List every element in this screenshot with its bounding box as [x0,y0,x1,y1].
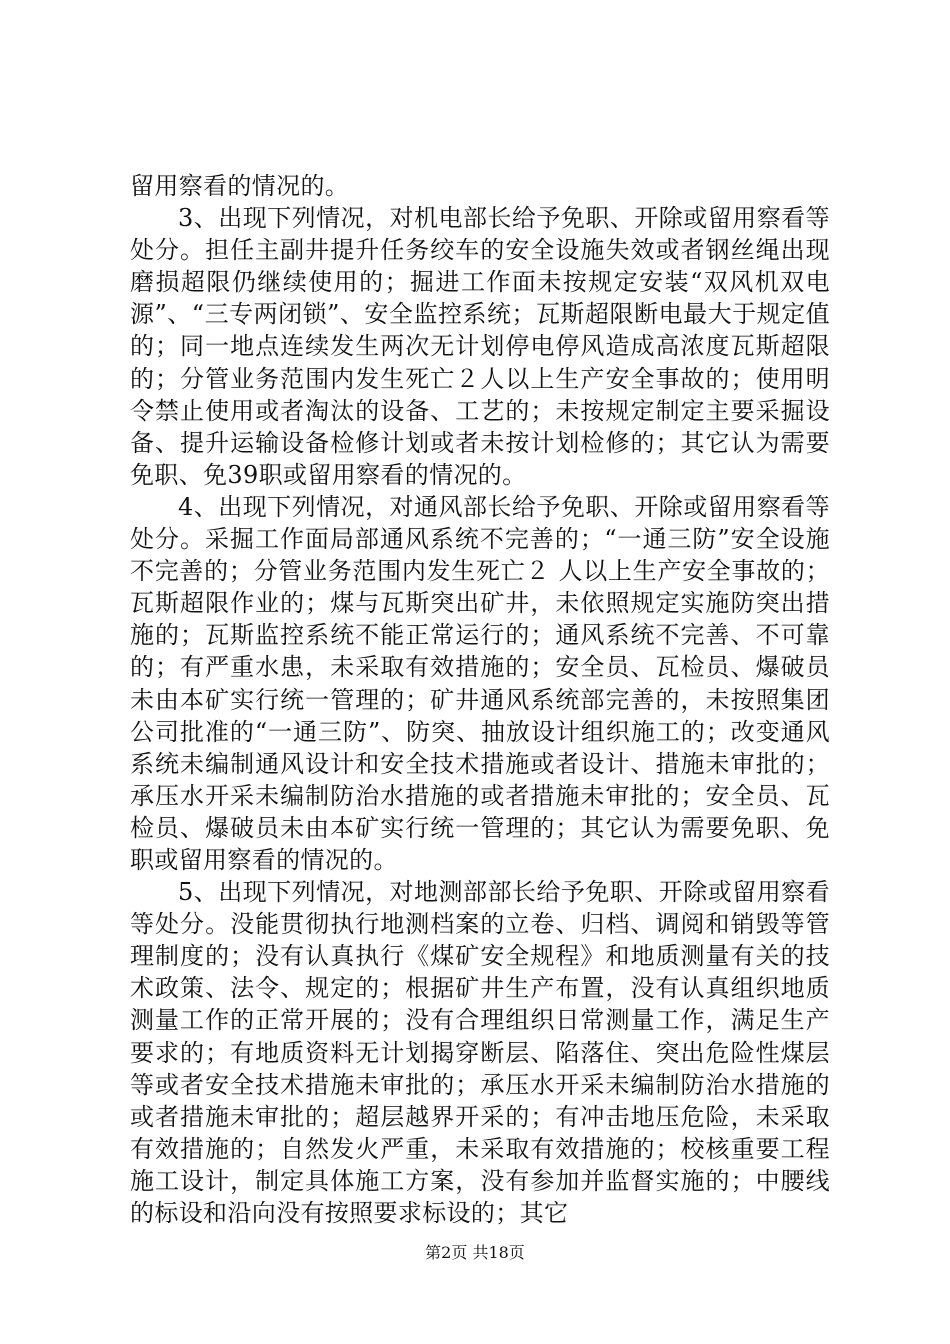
paragraph-item-5: 5、出现下列情况，对地测部部长给予免职、开除或留用察看等处分。没能贯彻执行地测档案的立卷、归档、调阅和销毁等管理制度的；没有认真执行《煤矿安全规程》和地质测量有关的技术政策、法令、规定的；根据矿井生产布置，没有认真组织地质测量工作的正常开展的；没有合理组织日常测量工作，满足生产要求的；有地质资料无计划揭穿断层、陷落住、突出危险性煤层等或者安全技术措施未审批的；承压水开采未编制防治水措施的或者措施未审批的；超层越界开采的；有冲击地压危险，未采取有效措施的；自然发火严重，未采取有效措施的；校核重要工程施工设计，制定具体施工方案，没有参加并监督实施的；中腰线的标设和沿向没有按照要求标设的；其它 [130,878,830,1227]
document-body [130,170,830,1229]
paragraph-item-3: 3、出现下列情况，对机电部长给予免职、开除或留用察看等处分。担任主副井提升任务绞车的安全设施失效或者钢丝绳出现磨损超限仍继续使用的；掘进工作面未按规定安装“双风机双电源”、“三专两闭锁”、安全监控系统；瓦斯超限断电最大于规定值的；同一地点连续发生两次无计划停电停风造成高浓度瓦斯超限的；分管业务范围内发生死亡２人以上生产安全事故的；使用明令禁止使用或者淘汰的设备、工艺的；未按规定制定主要采掘设备、提升运输设备检修计划或者未按计划检修的；其它认为需要免职、免39职或留用察看的情况的。 [130,204,830,489]
page-number-footer: 第2页 共18页 [425,1243,525,1262]
paragraph-continuation: 留用察看的情况的。 [130,172,350,200]
paragraph-item-4: 4、出现下列情况，对通风部长给予免职、开除或留用察看等处分。采掘工作面局部通风系统不完善的；“一通三防”安全设施不完善的；分管业务范围内发生死亡２ 人以上生产安全事故的；瓦斯超限作业的；煤与瓦斯突出矿井，未依照规定实施防突出措施的；瓦斯监控系统不能正常运行的；通风系统不完善、不可靠的；有严重水患，未采取有效措施的；安全员、瓦检员、爆破员未由本矿实行统一管理的；矿井通风系统部完善的，未按照集团公司批准的“一通三防”、防突、抽放设计组织施工的；改变通风系统未编制通风设计和安全技术措施或者设计、措施未审批的；承压水开采未编制防治水措施的或者措施未审批的；安全员、瓦检员、爆破员未由本矿实行统一管理的；其它认为需要免职、免职或留用察看的情况的。 [130,492,830,874]
